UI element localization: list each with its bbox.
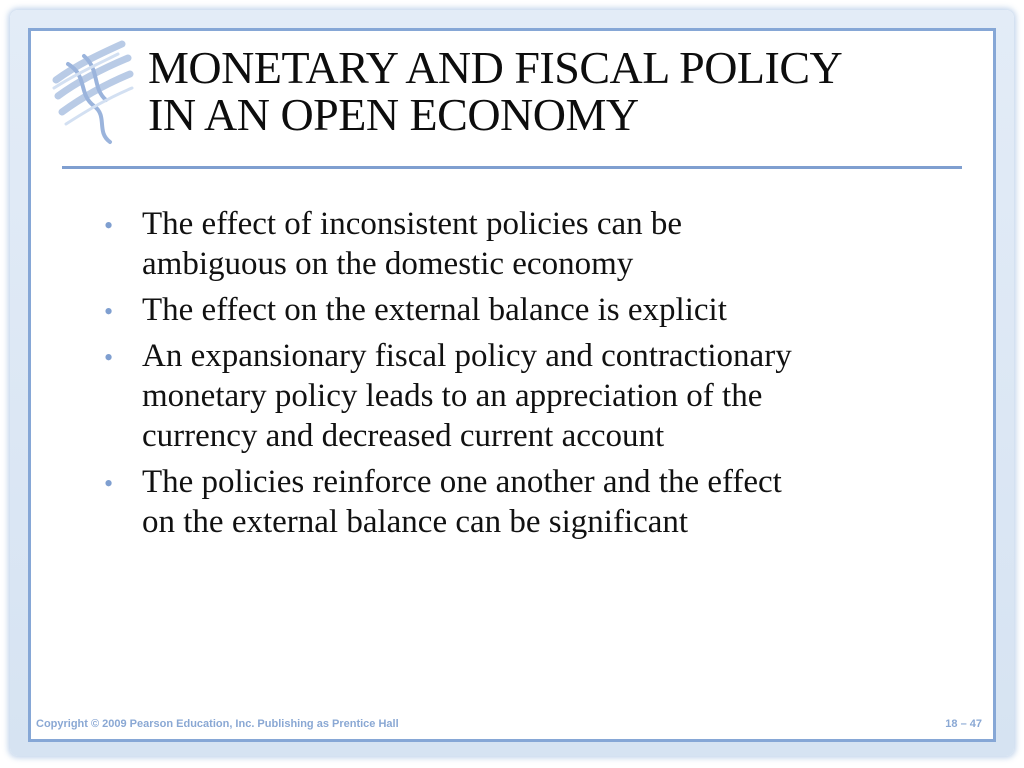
bullet-text-line: The effect of inconsistent policies can be — [142, 206, 683, 242]
footer-copyright: Copyright © 2009 Pearson Education, Inc. Publishing as Prentice Hall — [36, 718, 399, 730]
slide-title — [148, 44, 968, 138]
bullet-item — [104, 204, 944, 284]
swirl-logo-icon — [48, 36, 138, 148]
bullet-text-line: The policies reinforce one another and the effect — [142, 464, 782, 500]
footer-page-number: 18 – 47 — [945, 718, 982, 730]
slide-title-line-2: IN AN OPEN ECONOMY — [148, 89, 639, 140]
bullet-text-line: The effect on the external balance is explicit — [142, 292, 727, 328]
bullet-marker: • — [104, 211, 114, 240]
bullet-text-line: monetary policy leads to an appreciation of the — [142, 378, 763, 414]
bullet-item — [104, 336, 944, 456]
bullet-marker: • — [104, 297, 114, 326]
title-divider — [62, 166, 962, 169]
bullet-text-line: currency and decreased current account — [142, 418, 665, 454]
bullet-item — [104, 290, 944, 330]
bullet-list — [104, 204, 944, 548]
slide-title-line-1: MONETARY AND FISCAL POLICY — [148, 42, 843, 93]
bullet-text-line: An expansionary fiscal policy and contractionary — [142, 338, 792, 374]
bullet-marker: • — [104, 469, 114, 498]
bullet-item — [104, 462, 944, 542]
bullet-text-line: on the external balance can be significant — [142, 504, 689, 540]
bullet-marker: • — [104, 343, 114, 372]
bullet-text-line: ambiguous on the domestic economy — [142, 246, 634, 282]
